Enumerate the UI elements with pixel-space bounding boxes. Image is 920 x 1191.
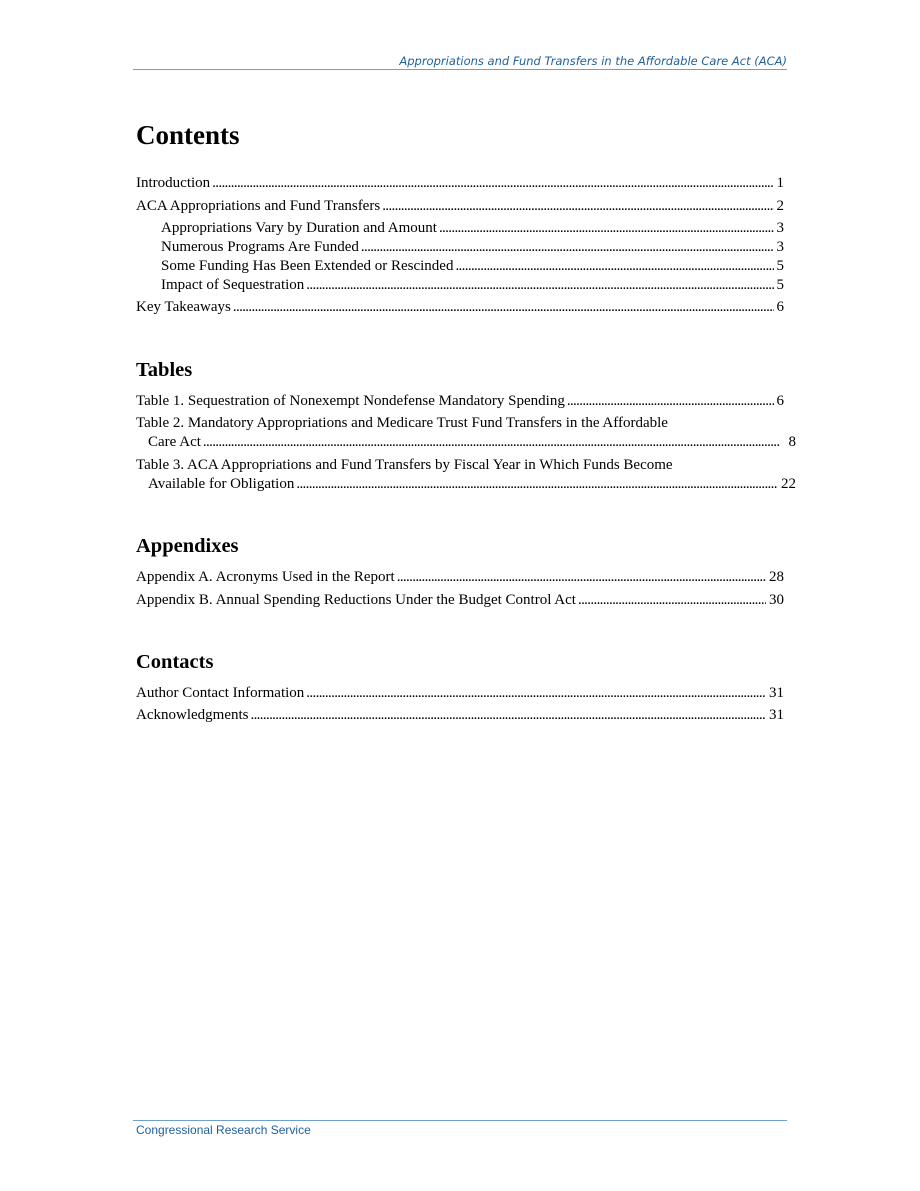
toc-entry-label: Appropriations Vary by Duration and Amount [161, 220, 437, 236]
toc-entry-table-2[interactable] [136, 414, 796, 452]
toc-entry-label: Author Contact Information [136, 685, 305, 701]
tables-heading: Tables [136, 359, 193, 381]
dot-leader [233, 298, 774, 317]
toc-entry-aca-appropriations[interactable] [136, 197, 784, 216]
dot-leader [567, 392, 774, 411]
toc-entry-label: Table 1. Sequestration of Nonexempt Nondefense Mandatory Spending [136, 393, 565, 409]
dot-leader [306, 276, 773, 295]
toc-entry-label-line2: Care Act [148, 434, 201, 450]
toc-entry-table-3[interactable] [136, 456, 796, 494]
toc-page-number: 6 [776, 299, 784, 315]
dot-leader [250, 706, 766, 725]
toc-entry-appendix-a[interactable] [136, 568, 784, 587]
toc-page-number: 3 [776, 220, 784, 236]
toc-entry-appropriations-vary[interactable] [161, 219, 784, 238]
toc-page-number: 28 [769, 569, 784, 585]
toc-entry-label-line1: Table 3. ACA Appropriations and Fund Transfers by Fiscal Year in Which Funds Become [136, 457, 673, 473]
toc-page-number: 5 [776, 258, 784, 274]
toc-page-number: 30 [769, 592, 784, 608]
dot-leader [397, 568, 766, 587]
dot-leader [212, 174, 773, 193]
running-header: Appropriations and Fund Transfers in the Affordable Care Act (ACA) [399, 54, 787, 68]
toc-entry-label: Impact of Sequestration [161, 277, 305, 293]
contacts-heading: Contacts [136, 651, 214, 673]
dot-leader [306, 684, 766, 703]
toc-entry-table-1[interactable] [136, 392, 784, 411]
toc-entry-numerous-programs[interactable] [161, 238, 784, 257]
toc-page-number: 2 [776, 198, 784, 214]
toc-entry-label-line1: Table 2. Mandatory Appropriations and Medicare Trust Fund Transfers in the Affordable [136, 415, 668, 431]
toc-entry-acknowledgments[interactable] [136, 706, 784, 725]
toc-page-number: 31 [769, 707, 784, 723]
contents-heading: Contents [136, 120, 240, 150]
toc-entry-label: Some Funding Has Been Extended or Rescinded [161, 258, 454, 274]
toc-page-number: 31 [769, 685, 784, 701]
dot-leader [382, 197, 773, 216]
toc-page-number: 22 [781, 476, 796, 492]
toc-entry-impact-sequestration[interactable] [161, 276, 784, 295]
toc-page-number: 5 [776, 277, 784, 293]
toc-entry-label-line2: Available for Obligation [148, 476, 295, 492]
toc-entry-author-contact[interactable] [136, 684, 784, 703]
dot-leader [578, 591, 766, 610]
toc-entry-label: ACA Appropriations and Fund Transfers [136, 198, 381, 214]
toc-entry-key-takeaways[interactable] [136, 298, 784, 317]
toc-page-number: 8 [788, 434, 796, 450]
dot-leader [203, 433, 786, 452]
toc-entry-label: Numerous Programs Are Funded [161, 239, 359, 255]
toc-entry-label: Introduction [136, 175, 211, 191]
dot-leader [455, 257, 773, 276]
toc-page-number: 1 [776, 175, 784, 191]
toc-entry-label: Key Takeaways [136, 299, 231, 315]
toc-entry-label: Acknowledgments [136, 707, 249, 723]
toc-page-number: 6 [776, 393, 784, 409]
toc-entry-appendix-b[interactable] [136, 591, 784, 610]
toc-entry-funding-extended[interactable] [161, 257, 784, 276]
dot-leader [361, 238, 774, 257]
dot-leader [439, 219, 774, 238]
header-rule [133, 69, 787, 70]
running-footer: Congressional Research Service [136, 1123, 311, 1137]
toc-entry-label: Appendix B. Annual Spending Reductions Under the Budget Control Act [136, 592, 576, 608]
appendixes-heading: Appendixes [136, 535, 239, 557]
toc-entry-introduction[interactable] [136, 174, 784, 193]
toc-page-number: 3 [776, 239, 784, 255]
footer-rule [133, 1120, 787, 1121]
toc-entry-label: Appendix A. Acronyms Used in the Report [136, 569, 395, 585]
dot-leader [296, 475, 778, 494]
